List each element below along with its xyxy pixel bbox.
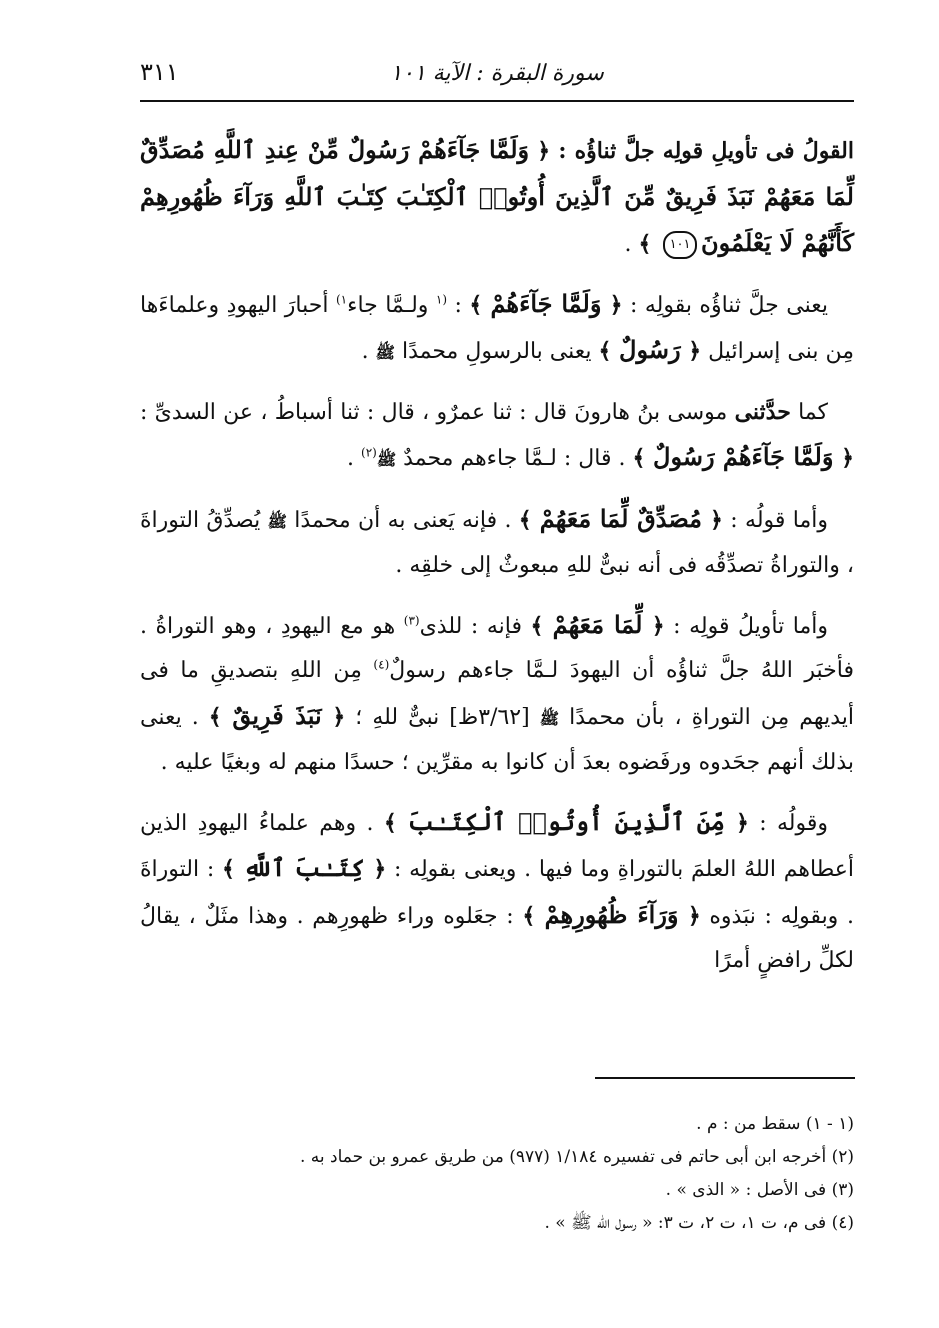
footnote: (١ - ١) سقط من : م . [696,1114,854,1134]
bold-text: حدَّثنى [734,398,791,425]
text-run: موسى بنُ هارونَ قال : ثنا عمرٌو ، قال : ثنا أسباطُ ، عن السدىِّ : [140,399,735,425]
text-run: ولـمَّا جاء [347,292,436,318]
quran-quote: رَسُولٌ [619,335,681,364]
running-header [140,50,854,96]
quran-quote: وَلَمَّا جَآءَهُمْ رَسُولٌ [653,442,834,471]
text-run: : جعَلوه وراء ظهورِهم . وهذا مثَلٌ ، يقالُ لكلِّ رافضٍ أمرًا [140,903,854,973]
text-run: [٣/٦٢ظ] نبىٌّ للهِ ؛ [345,704,540,730]
surah-title: سورة البقرة : الآية ١٠١ [390,60,604,86]
quran-bracket: ﴾ [469,291,491,318]
footnote-ref: (٤) [373,657,390,672]
quran-bracket: ﴾ [530,612,553,639]
ayah-number-icon: ١٠١ [663,231,697,259]
quran-bracket: ﴿ [529,138,551,164]
footnotes [140,1108,854,1240]
text-run: : [447,292,470,318]
text-run: وقولُه : [748,810,829,836]
page-number: ٣١١ [140,58,179,86]
header-rule [140,100,854,102]
quran-bracket: ﴿ [702,506,723,533]
honorific-glyph: ﷺ [267,511,287,531]
quran-bracket: ﴾ [222,856,244,882]
footnote-ref: (١ [435,292,448,307]
quran-bracket: ﴿ [724,809,749,836]
text-run: يعنى بالرسولِ محمدًا [394,339,599,364]
text-run: وأما تأويلُ قولِه : [664,613,828,639]
quran-quote: مُصَدِّقٌ لِّمَا مَعَهُمْ [539,503,702,533]
quran-bracket: ﴾ [632,445,654,471]
text-run: . وهم علماءُ اليهودِ الذين أعطاهم اللهُ العلمَ بالتوراةِ وما فيها . ويعنى بقولِه : [140,810,854,882]
quran-bracket: ﴾ [208,703,233,730]
main-text [140,128,854,998]
text-run: . يعنى بذلك أنهم جحَدوه ورفَضوه بعدَ أن كانوا به مقرِّين ؛ حسدًا منهم له وبغيًا عليه . [140,704,854,775]
text-run: . [361,339,376,364]
quran-quote: مِّنَ ٱلَّذِينَ أُوتُوا۟ ٱلْكِتَـٰبَ [407,806,725,836]
text-run: . [624,232,639,257]
paragraph [140,603,854,786]
honorific-glyph: ﷺ [539,708,560,728]
quran-quote: وَرَآءَ ظُهُورِهِمْ [544,899,679,929]
quran-bracket: ﴿ [321,703,346,730]
quran-bracket: ﴿ [833,445,854,471]
paragraph-heading-verse [140,128,854,268]
text-run: أحبارَ اليهودِ وعلماءَها مِن بنى إسرائيل [140,292,854,364]
text-run: . [347,446,362,471]
paragraph [140,800,854,984]
honorific-glyph: ﷺ [375,343,395,362]
paragraph [140,390,854,483]
footnote-ref: (٢) [361,445,377,460]
quran-quote: وَلَمَّا جَآءَهُمْ [490,288,602,318]
footnote: (٤) فى م، ت ١، ت ٢، ت ٣: « رسول الله ﷺ » . [544,1213,854,1233]
quran-bracket: ﴾ [518,506,540,533]
quran-quote: لِّمَا مَعَهُمْ [552,609,643,639]
footnote: (٣) فى الأصل : « الذى » . [665,1180,854,1200]
text-run: مِن اللهِ بتصديقِ ما فى أيديهم مِن التوراةِ ، بأن محمدًا [140,658,854,730]
footnote-ref: ١) [335,292,348,307]
quran-bracket: ﴾ [522,902,545,929]
quran-bracket: ﴿ [364,856,387,882]
quran-quote: كِتَـٰبَ ٱللَّهِ [243,853,365,882]
paragraph [140,497,854,589]
text-run: يعنى جلَّ ثناؤُه بقولِه : [622,292,828,318]
text-run: . فإنه يَعنى به أن محمدًا [286,507,519,533]
text-run: يُصدِّقُ التوراةَ ، والتوراةُ تصدِّقُه فى أنه نبىٌّ للهِ مبعوثٌ إلى خلقِه . [140,507,854,578]
quran-bracket: ﴾ [638,231,660,257]
footnote-rule [595,1077,855,1079]
quran-bracket: ﴾ [383,809,408,836]
honorific-glyph: ﷺ [376,450,397,469]
footnote-ref: (٣) [403,613,420,628]
quran-quote: وَلَمَّا جَآءَهُمْ رَسُولٌ مِّنْ عِندِ ٱللَّهِ مُصَدِّقٌ لِّمَا مَعَهُمْ نَبَذَ فَرِيقٌ مِّنَ ٱلَّذِينَ أُوتُوا۟ ٱلْكِتَـٰبَ كِتَـٰبَ ٱللَّهِ وَرَآءَ ظُهُورِهِمْ كَأَنَّهُمْ لَا يَعْلَمُونَ [140,135,854,257]
text-run: وأما قولُه : [722,507,828,533]
quran-bracket: ﴿ [678,902,701,929]
quran-bracket: ﴿ [601,291,623,318]
quran-bracket: ﴿ [680,338,702,364]
text-run: فإنه : للذى [419,613,531,639]
text-run: هو مع اليهودِ ، وهو التوراةُ . فأخبَر اللهُ جلَّ ثناؤُه أن اليهودَ لـمَّا جاءهم رسولٌ [140,613,854,683]
quran-quote: نَبَذَ فَرِيقٌ [232,700,322,730]
paragraph [140,282,854,376]
quran-bracket: ﴿ [642,612,665,639]
footnote: (٢) أخرجه ابن أبى حاتم فى تفسيره ١/١٨٤ (٩٧٧) من طريق عمرو بن حماد به . [299,1147,854,1167]
text-run: . قال : لـمَّا جاءهم محمدٌ [396,446,633,471]
bold-text: القولُ فى تأويلِ قولِه جلَّ ثناؤُه : [550,138,854,164]
quran-bracket: ﴾ [598,338,620,364]
text-run: : التوراةَ . وبقولِه : نبَذوه [140,857,854,929]
text-run: كما [790,399,828,425]
